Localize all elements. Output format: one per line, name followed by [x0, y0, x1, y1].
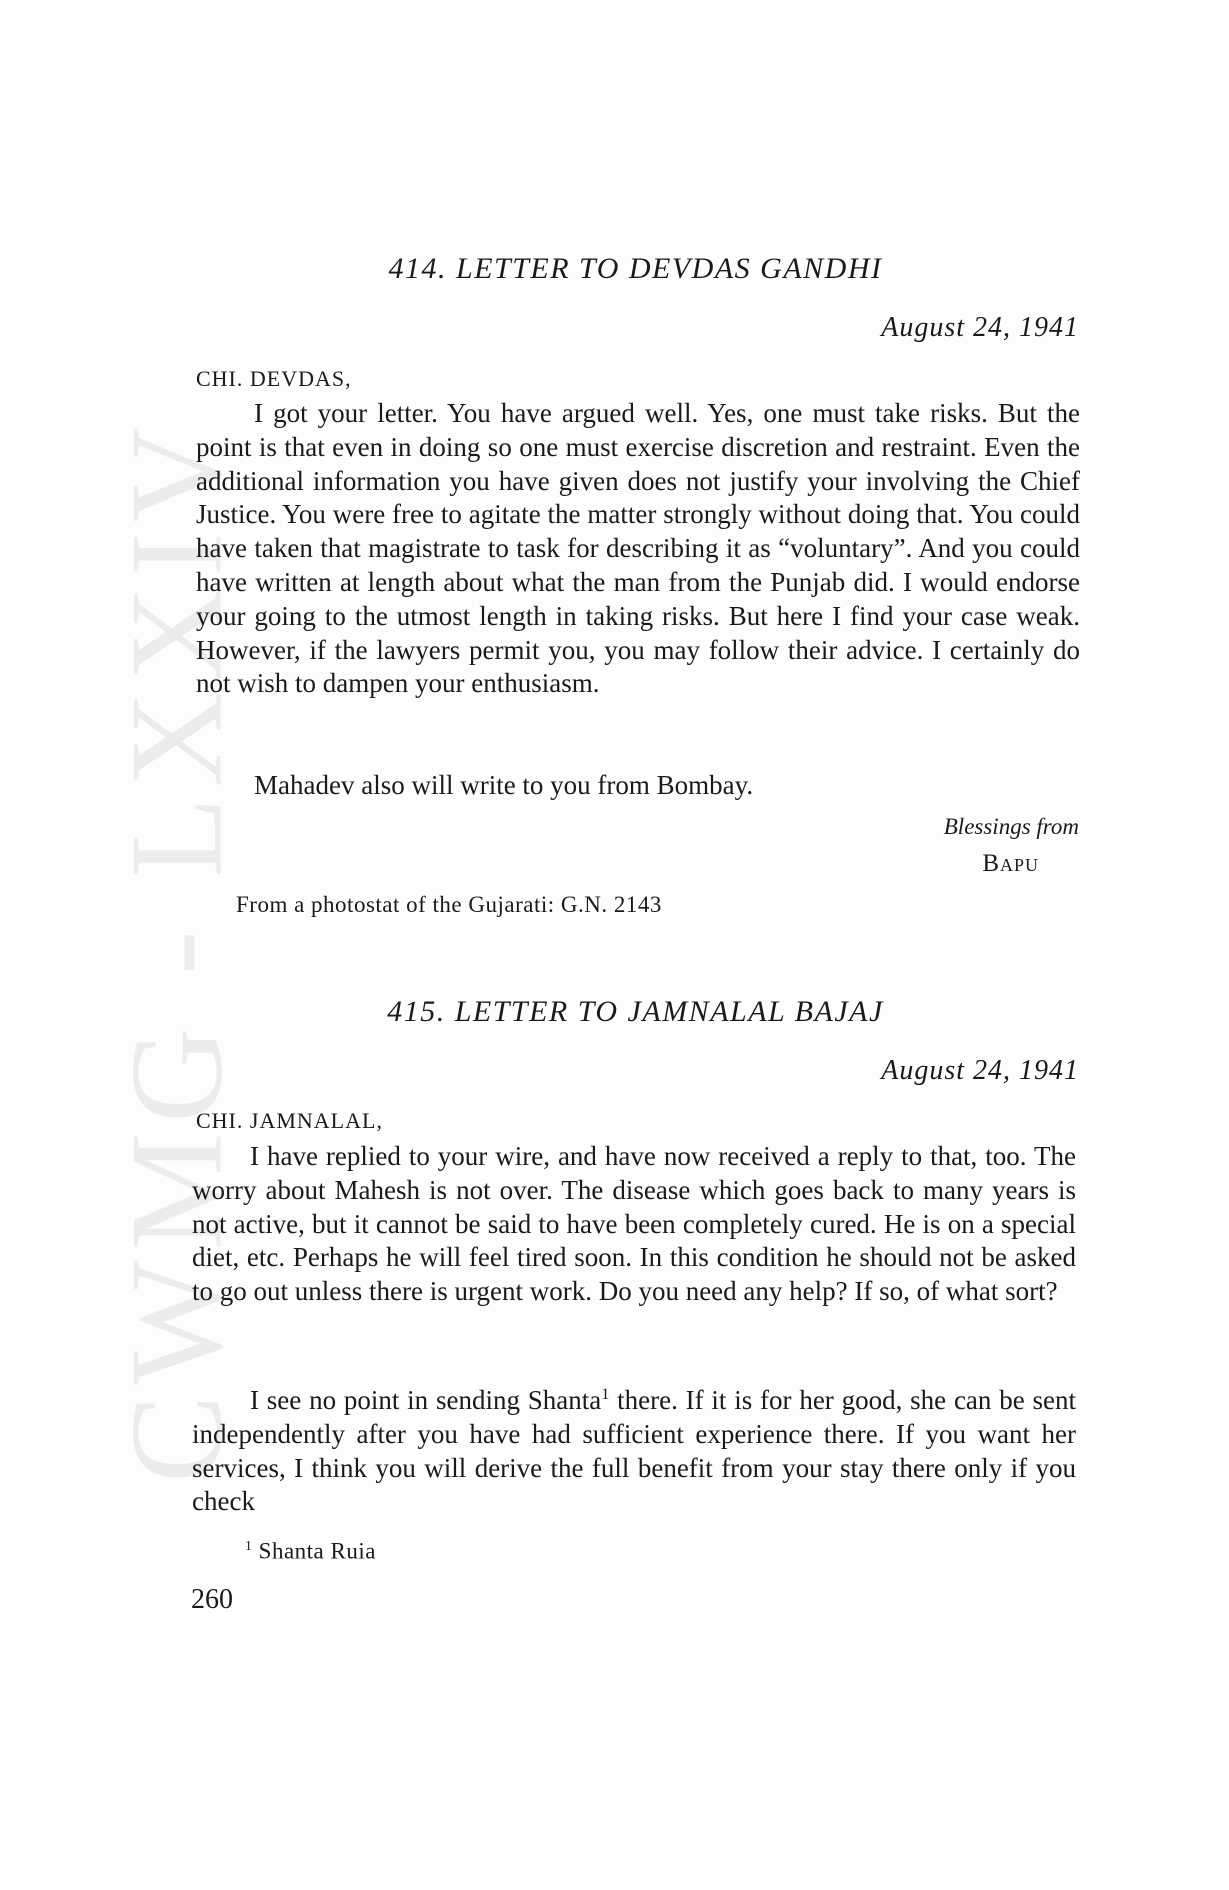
page-number: 260: [191, 1584, 233, 1615]
salutation: CHI. DEVDAS,: [196, 366, 352, 391]
source-note: From a photostat of the Gujarati: G.N. 2143: [236, 892, 662, 917]
paragraph-text: there. If it is for her good, she can be sent independently after you have had sufficient experience there. If you want her services, I think you will derive the full benefit from your stay there only if you check: [192, 1385, 1076, 1517]
letter-paragraph: I have replied to your wire, and have now received a reply to that, too. The worry about Mahesh is not over. The disease which goes back to many years is not active, but it cannot be said to have been completely cured. He is on a special diet, etc. Perhaps he will feel tired soon. In this condition he should not be asked to go out unless there is urgent work. Do you need any help? If so, of what sort?: [192, 1141, 1076, 1307]
paragraph-text: I see no point in sending Shanta: [250, 1385, 602, 1415]
letter-paragraph: [192, 1378, 1076, 1519]
letter-paragraph: I got your letter. You have argued well. Yes, one must take risks. But the point is that even in doing so one must exercise discretion and restraint. Even the additional information you have given does not justify your involving the Chief Justice. You were free to agitate the matter strongly without doing that. You could have taken that magistrate to task for describing it as “voluntary”. And you could have written at length about what the man from the Punjab did. I would endorse your going to the utmost length in taking risks. But here I find your case weak. However, if the lawyers permit you, you may follow their advice. I certainly do not wish to dampen your enthusiasm.: [196, 398, 1080, 699]
watermark-text: CWMG - LXXIV: [102, 417, 250, 1483]
closing-blessing: Blessings from: [943, 814, 1079, 839]
signature: Bapu: [982, 850, 1039, 877]
footnote-marker: 1: [601, 1385, 610, 1403]
footnote: [245, 1538, 376, 1565]
letter-date: August 24, 1941: [881, 312, 1079, 343]
letter-paragraph: Mahadev also will write to you from Bombay.: [254, 770, 754, 800]
salutation: CHI. JAMNALAL,: [196, 1108, 383, 1133]
letter-title: 414. LETTER TO DEVDAS GANDHI: [388, 252, 883, 285]
footnote-number: 1: [245, 1538, 253, 1553]
footnote-text: Shanta Ruia: [258, 1538, 376, 1564]
closing: [944, 814, 1079, 878]
letter-title: 415. LETTER TO JAMNALAL BAJAJ: [387, 995, 884, 1028]
letter-date: August 24, 1941: [881, 1055, 1079, 1086]
